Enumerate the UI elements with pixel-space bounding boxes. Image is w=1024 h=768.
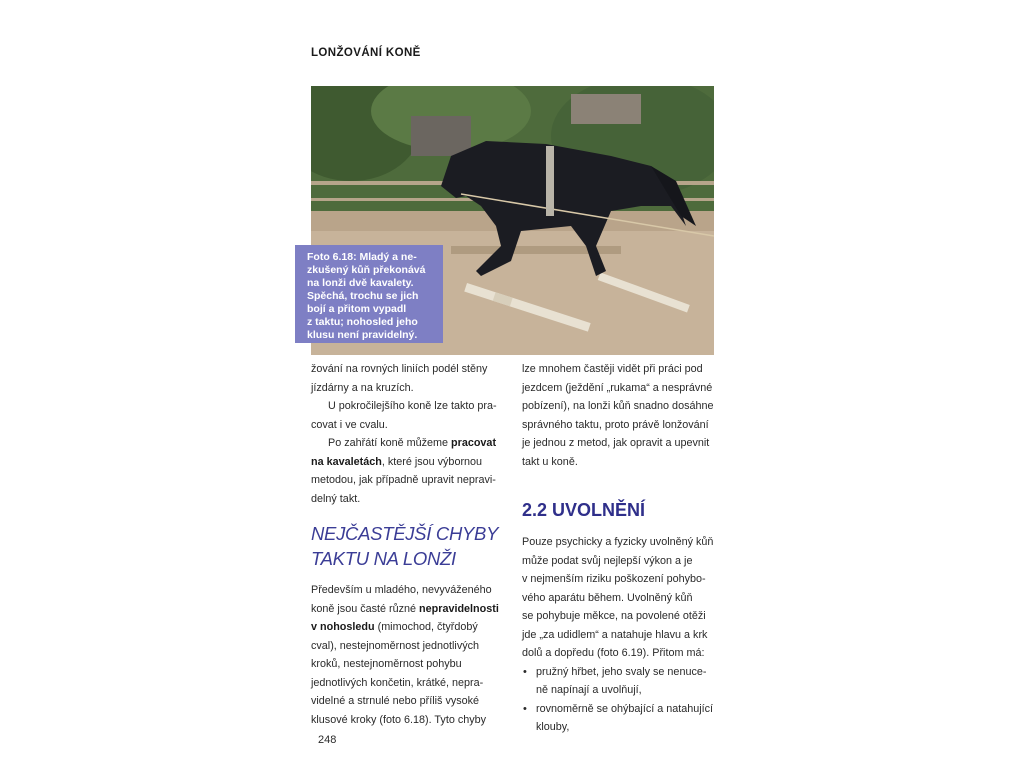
text-line: pružný hřbet, jeho svaly se nenuce- bbox=[536, 665, 707, 678]
bullet-item bbox=[522, 700, 722, 737]
text-line: rovnoměrně se ohýbající a natahující bbox=[536, 702, 714, 715]
text-span: (mimochod, čtyřdobý bbox=[374, 621, 478, 633]
left-column bbox=[311, 360, 501, 729]
bold-term: v nohosledu bbox=[311, 621, 375, 633]
text-line: v nejmenším riziku poškození pohybo- bbox=[522, 573, 706, 585]
caption-line: bojí a přitom vypadl bbox=[307, 303, 407, 315]
paragraph bbox=[311, 434, 501, 508]
text-line: se pohybuje měkce, na povolené otěži bbox=[522, 610, 706, 622]
caption-line: zkušený kůň překonává bbox=[307, 264, 426, 276]
text-line: jde „za udidlem“ a natahuje hlavu a krk bbox=[522, 628, 708, 641]
text-line: takt u koně. bbox=[522, 455, 578, 468]
caption-line: Foto 6.18: Mladý a ne- bbox=[307, 251, 417, 263]
text-line: klouby, bbox=[536, 721, 570, 733]
text-line: pobízení), na lonži kůň snadno dosáhne bbox=[522, 400, 714, 412]
text-line: dolů a dopředu (foto 6.19). Přitom má: bbox=[522, 647, 705, 659]
running-header: LONŽOVÁNÍ KONĚ bbox=[311, 47, 421, 59]
text-line: kroků, nestejnoměrnost pohybu bbox=[311, 658, 462, 670]
text-line: ně napínají a uvolňují, bbox=[536, 684, 642, 696]
text-line bbox=[311, 600, 501, 619]
page-number: 248 bbox=[318, 734, 337, 746]
text-line: jednotlivých končetin, krátké, nepra- bbox=[311, 676, 484, 689]
bold-term: na kavaletách bbox=[311, 455, 382, 468]
text-line: cval), nestejnoměrnost jednotlivých bbox=[311, 639, 480, 652]
text-line: videlné a strnulé nebo příliš vysoké bbox=[311, 695, 480, 707]
text-line bbox=[311, 453, 501, 472]
text-line: jízdárny a na kruzích. bbox=[311, 381, 414, 394]
bullet-icon: • bbox=[523, 665, 527, 678]
text-line bbox=[311, 618, 501, 637]
text-span: , které jsou výbornou bbox=[381, 455, 483, 468]
caption-line: Spěchá, trochu se jich bbox=[307, 290, 419, 302]
paragraph bbox=[311, 397, 501, 434]
paragraph bbox=[522, 360, 722, 471]
text-line: správného taktu, proto právě lonžování bbox=[522, 418, 709, 431]
bullet-icon: • bbox=[523, 702, 527, 715]
text-line bbox=[311, 434, 501, 453]
section-title: 2.2 UVOLNĚNÍ bbox=[522, 500, 646, 520]
text-line: U pokročilejšího koně lze takto pra- bbox=[328, 400, 497, 412]
text-line: Především u mladého, nevyváženého bbox=[311, 584, 492, 596]
subheading-line: NEJČASTĚJŠÍ CHYBY bbox=[311, 523, 499, 544]
caption-line: z taktu; nohosled jeho bbox=[307, 316, 418, 328]
bold-term: nepravidelnosti bbox=[419, 602, 499, 615]
bold-term: pracovat bbox=[451, 437, 497, 449]
paragraph bbox=[311, 581, 501, 729]
text-line: lze mnohem častěji vidět při práci pod bbox=[522, 363, 703, 375]
text-span: Po zahřátí koně můžeme bbox=[328, 437, 452, 449]
photo-caption bbox=[295, 245, 443, 343]
subheading bbox=[311, 521, 501, 571]
text-line: klusové kroky (foto 6.18). Tyto chyby bbox=[311, 713, 487, 726]
text-line: covat i ve cvalu. bbox=[311, 418, 388, 431]
right-column bbox=[522, 360, 722, 737]
text-line: jezdcem (ježdění „rukama“ a nesprávné bbox=[522, 381, 713, 394]
caption-line: klusu není pravidelný. bbox=[307, 329, 418, 341]
text-line: metodou, jak případně upravit nepravi- bbox=[311, 474, 496, 486]
caption-line: na lonži dvě kavalety. bbox=[307, 277, 414, 289]
text-line: může podat svůj nejlepší výkon a je bbox=[522, 554, 693, 567]
subheading-line: TAKTU NA LONŽI bbox=[311, 548, 456, 569]
paragraph bbox=[522, 533, 722, 663]
text-line: žování na rovných liniích podél stěny bbox=[311, 363, 488, 375]
text-span: koně jsou časté různé bbox=[311, 602, 420, 615]
text-line: vého aparátu během. Uvolněný kůň bbox=[522, 591, 693, 604]
text-line: je jednou z metod, jak opravit a upevnit bbox=[522, 437, 710, 449]
paragraph bbox=[311, 360, 501, 397]
text-line: Pouze psychicky a fyzicky uvolněný kůň bbox=[522, 536, 714, 548]
bullet-item bbox=[522, 663, 722, 700]
text-line: delný takt. bbox=[311, 492, 361, 505]
